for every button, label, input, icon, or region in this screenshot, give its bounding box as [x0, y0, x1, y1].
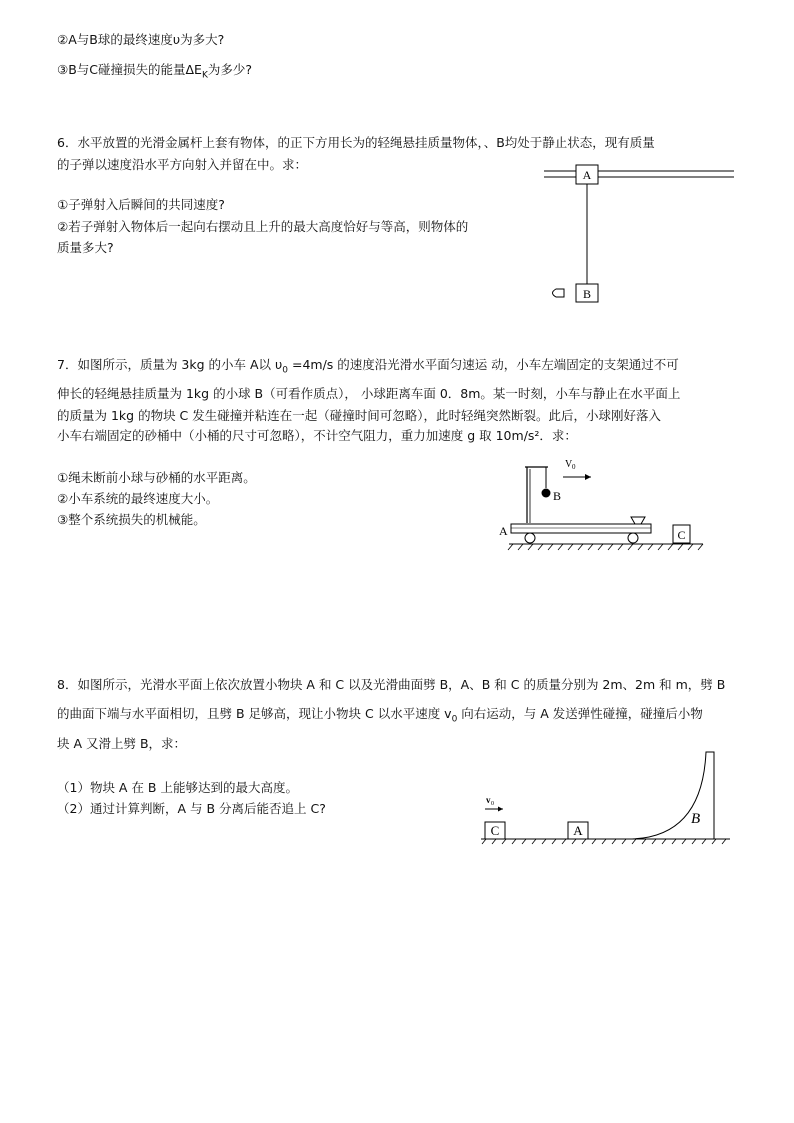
q8-part1: （1）物块 A 在 B 上能够达到的最大高度。: [57, 780, 298, 795]
q6-stem-line1: 6．水平放置的光滑金属杆上套有物体，的正下方用长为的轻绳悬挂质量物体，、B均处于静止状态，现有质量: [57, 135, 655, 150]
q7-ground-hatching: [508, 544, 703, 550]
q8-label-v: v: [486, 795, 491, 805]
q7-cart-body: [511, 524, 651, 533]
q8-ground-hatching: [482, 839, 726, 844]
q7-stem-line1: [57, 357, 679, 379]
q8-stem-line2-sub: 0: [451, 714, 458, 725]
q8-label-v-sub: 0: [491, 801, 494, 807]
q7-label-v: V: [565, 459, 573, 470]
q6-label-a: A: [582, 168, 592, 182]
q7-label-b: B: [553, 489, 562, 503]
q7-sand-bucket: [631, 517, 645, 524]
q8-stem-line2-prefix: 的曲面下端与水平面相切，且劈 B 足够高，现让小物块 C 以水平速度 v: [57, 706, 452, 721]
q6-part1: ①子弹射入后瞬间的共同速度?: [57, 197, 225, 212]
q8-figure: [478, 748, 734, 850]
q7-wheel-left: [525, 533, 535, 543]
q5-part3-suffix: 为多少?: [207, 62, 253, 77]
q7-part3: ③整个系统损失的机械能。: [57, 512, 206, 527]
q8-label-a: A: [573, 823, 583, 838]
q8-label-b: B: [691, 811, 701, 827]
q6-part2-line2: 质量多大?: [57, 240, 114, 255]
q6-label-b: B: [582, 287, 592, 301]
q7-figure: [495, 455, 710, 555]
q7-ball-b: [542, 489, 551, 498]
q8-label-c: C: [490, 823, 500, 838]
q7-label-v-sub: 0: [572, 463, 576, 471]
q6-part2-line1: ②若子弹射入物体后一起向右摆动且上升的最大高度恰好与等高，则物体的: [57, 219, 469, 234]
q5-part3-sub: K: [201, 70, 208, 81]
q7-stem-line1-sub: 0: [282, 365, 288, 376]
q7-stem-line2: 伸长的轻绳悬挂质量为 1kg 的小球 B（可看作质点）， 小球距离车面 0．8m。某一时刻，小车与静止在水平面上: [57, 386, 681, 401]
q8-wedge-b: [628, 752, 714, 839]
q7-part2: ②小车系统的最终速度大小。: [57, 491, 219, 506]
q7-stem-line1-prefix: 7．如图所示，质量为 3kg 的小车 A以 υ: [57, 357, 283, 372]
q7-stem-line3: 的质量为 1kg 的物块 C 发生碰撞并粘连在一起（碰撞时间可忽略），此时轻绳突然断裂。此后，小球刚好落入: [57, 408, 661, 423]
q7-stem-line1-suffix: =4m/s 的速度沿光滑水平面匀速运 动，小车左端固定的支架通过不可: [288, 357, 679, 372]
q8-stem-line2: [57, 706, 703, 728]
q6-figure: [540, 160, 740, 310]
q7-part1: ①绳未断前小球与砂桶的水平距离。: [57, 470, 256, 485]
q8-stem-line3: 块 A 又滑上劈 B，求：: [57, 736, 187, 751]
q5-part2: ②A与B球的最终速度υ为多大?: [57, 32, 225, 47]
q8-stem-line2-suffix: 向右运动，与 A 发送弹性碰撞，碰撞后小物: [457, 706, 703, 721]
q7-wheel-right: [628, 533, 638, 543]
q5-part3: [57, 62, 252, 84]
q7-velocity-arrowhead: [585, 474, 591, 480]
q6-stem-line2: 的子弹以速度沿水平方向射入并留在中。求：: [57, 157, 308, 172]
q8-part2: （2）通过计算判断，A 与 B 分离后能否追上 C?: [57, 801, 326, 816]
q5-part3-prefix: ③B与C碰撞损失的能量ΔE: [57, 62, 202, 77]
q7-stem-line4: 小车右端固定的砂桶中（小桶的尺寸可忽略），不计空气阻力，重力加速度 g 取 10m/s²．求：: [57, 428, 577, 443]
q8-velocity-arrowhead: [498, 807, 503, 812]
q7-label-c: C: [677, 528, 686, 542]
q8-stem-line1: 8．如图所示，光滑水平面上依次放置小物块 A 和 C 以及光滑曲面劈 B，A、B 和 C 的质量分别为 2m、2m 和 m，劈 B: [57, 677, 726, 692]
q7-label-a: A: [499, 524, 508, 538]
q6-bullet: [553, 289, 565, 297]
